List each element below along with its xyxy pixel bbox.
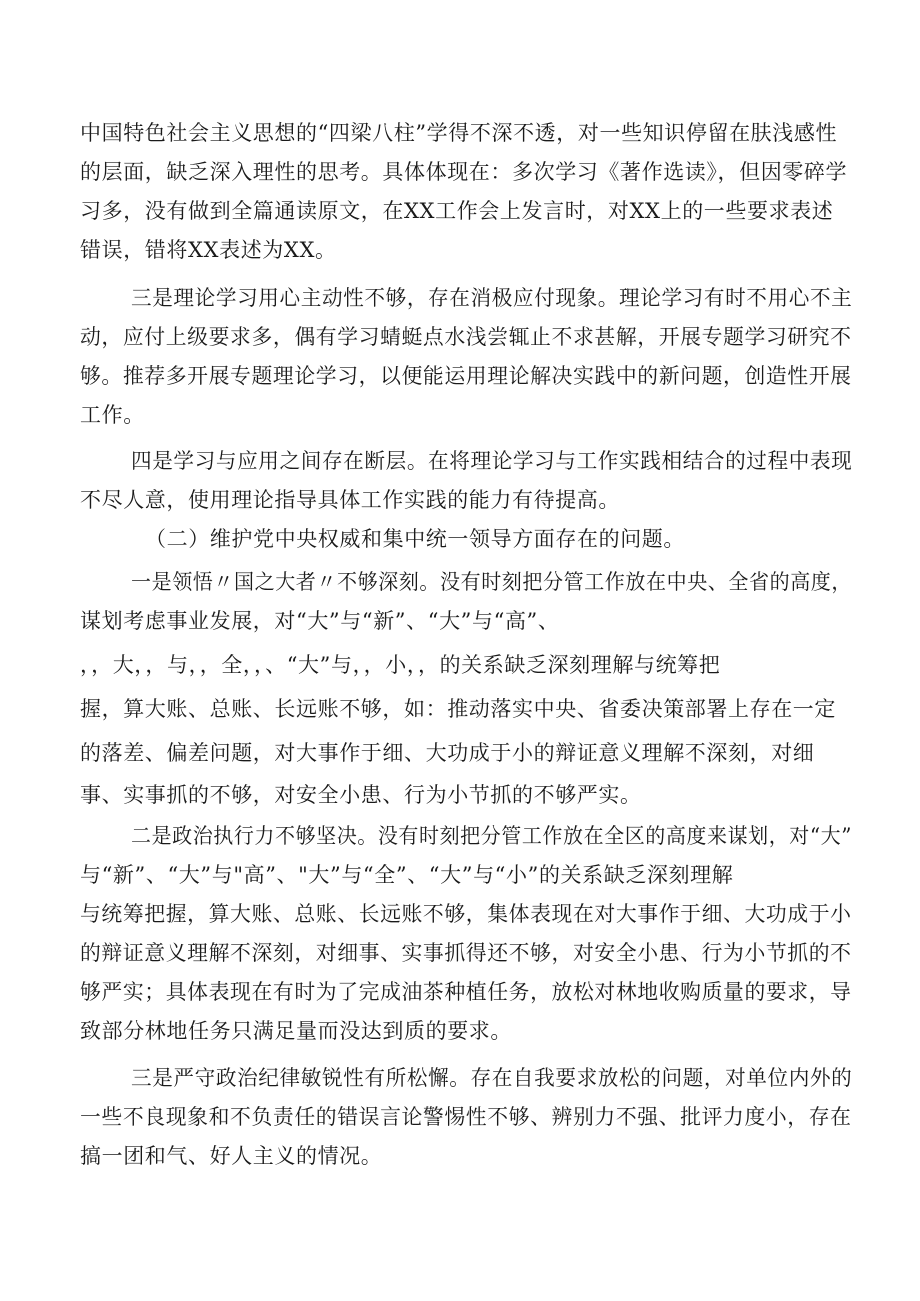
- paragraph-6-line-2: 与“新”、“大”与"高”、"大”与“全”、“大”与“小”的关系缺乏深刻理解: [80, 863, 734, 887]
- paragraph-2-line-1: 三是理论学习用心主动性不够，存在消极应付现象。理论学习有时不用心不主: [131, 286, 853, 310]
- paragraph-6-line-6: 致部分林地任务只满足量而没达到质的要求。: [80, 1019, 512, 1043]
- paragraph-5-line-1: 一是领悟〃国之大者〃不够深刻。没有时刻把分管工作放在中央、全省的高度，: [131, 570, 852, 594]
- paragraph-1-line-3: 习多，没有做到全篇通读原文，在XX工作会上发言时，对XX上的一些要求表述: [80, 199, 834, 223]
- paragraph-5-line-2: 谋划考虑事业发展，对“大”与“新”、“大”与“高”、: [80, 609, 560, 633]
- paragraph-2-line-3: 够。推荐多开展专题理论学习，以便能运用理论解决实践中的新问题，创造性开展: [80, 364, 852, 388]
- section-heading: （二）维护党中央权威和集中统一领导方面存在的问题。: [145, 527, 685, 551]
- paragraph-5-line-3: ，，大，，与，，全，，、“大”与，，小，，的关系缺乏深刻理解与统筹把: [80, 653, 721, 677]
- paragraph-1-line-1: 中国特色社会主义思想的“四梁八柱”学得不深不透，对一些知识停留在肤浅感性: [80, 121, 838, 145]
- paragraph-5-line-5: 的落差、偏差问题，对大事作于细、大功成于小的辩证意义理解不深刻，对细: [80, 741, 815, 765]
- paragraph-6-line-3: 与统筹把握，算大账、总账、长远账不够，集体表现在对大事作于细、大功成于小: [80, 902, 852, 926]
- paragraph-6-line-5: 够严实；具体表现在有时为了完成油茶种植任务，放松对林地收购质量的要求，导: [80, 980, 852, 1004]
- paragraph-6-line-1: 二是政治执行力不够坚决。没有时刻把分管工作放在全区的高度来谋划，对“大”: [131, 824, 853, 848]
- paragraph-2-line-2: 动，应付上级要求多，偶有学习蜻蜓点水浅尝辄止不求甚解，开展专题学习研究不: [80, 325, 852, 349]
- paragraph-5-line-4: 握，算大账、总账、长远账不够，如：推动落实中央、省委决策部署上存在一定: [80, 697, 836, 721]
- paragraph-1-line-4: 错误，错将XX表述为XX。: [80, 238, 337, 262]
- paragraph-3-line-2: 不尽人意，使用理论指导具体工作实践的能力有待提高。: [80, 488, 620, 512]
- paragraph-1-line-2: 的层面，缺乏深入理性的思考。具体体现在：多次学习《著作选读》，但因零碎学: [80, 160, 848, 184]
- paragraph-5-line-6: 事、实事抓的不够，对安全小患、行为小节抓的不够严实。: [80, 783, 642, 807]
- paragraph-2-line-4: 工作。: [80, 403, 145, 427]
- paragraph-6-line-4: 的辩证意义理解不深刻，对细事、实事抓得还不够，对安全小患、行为小节抓的不: [80, 941, 852, 965]
- paragraph-3-line-1: 四是学习与应用之间存在断层。在将理论学习与工作实践相结合的过程中表现: [131, 449, 853, 473]
- paragraph-7-line-1: 三是严守政治纪律敏锐性有所松懈。存在自我要求放松的问题，对单位内外的: [131, 1066, 853, 1090]
- paragraph-7-line-3: 搞一团和气、好人主义的情况。: [80, 1144, 383, 1168]
- paragraph-7-line-2: 一些不良现象和不负责任的错误言论警惕性不够、辨别力不强、批评力度小，存在: [80, 1105, 852, 1129]
